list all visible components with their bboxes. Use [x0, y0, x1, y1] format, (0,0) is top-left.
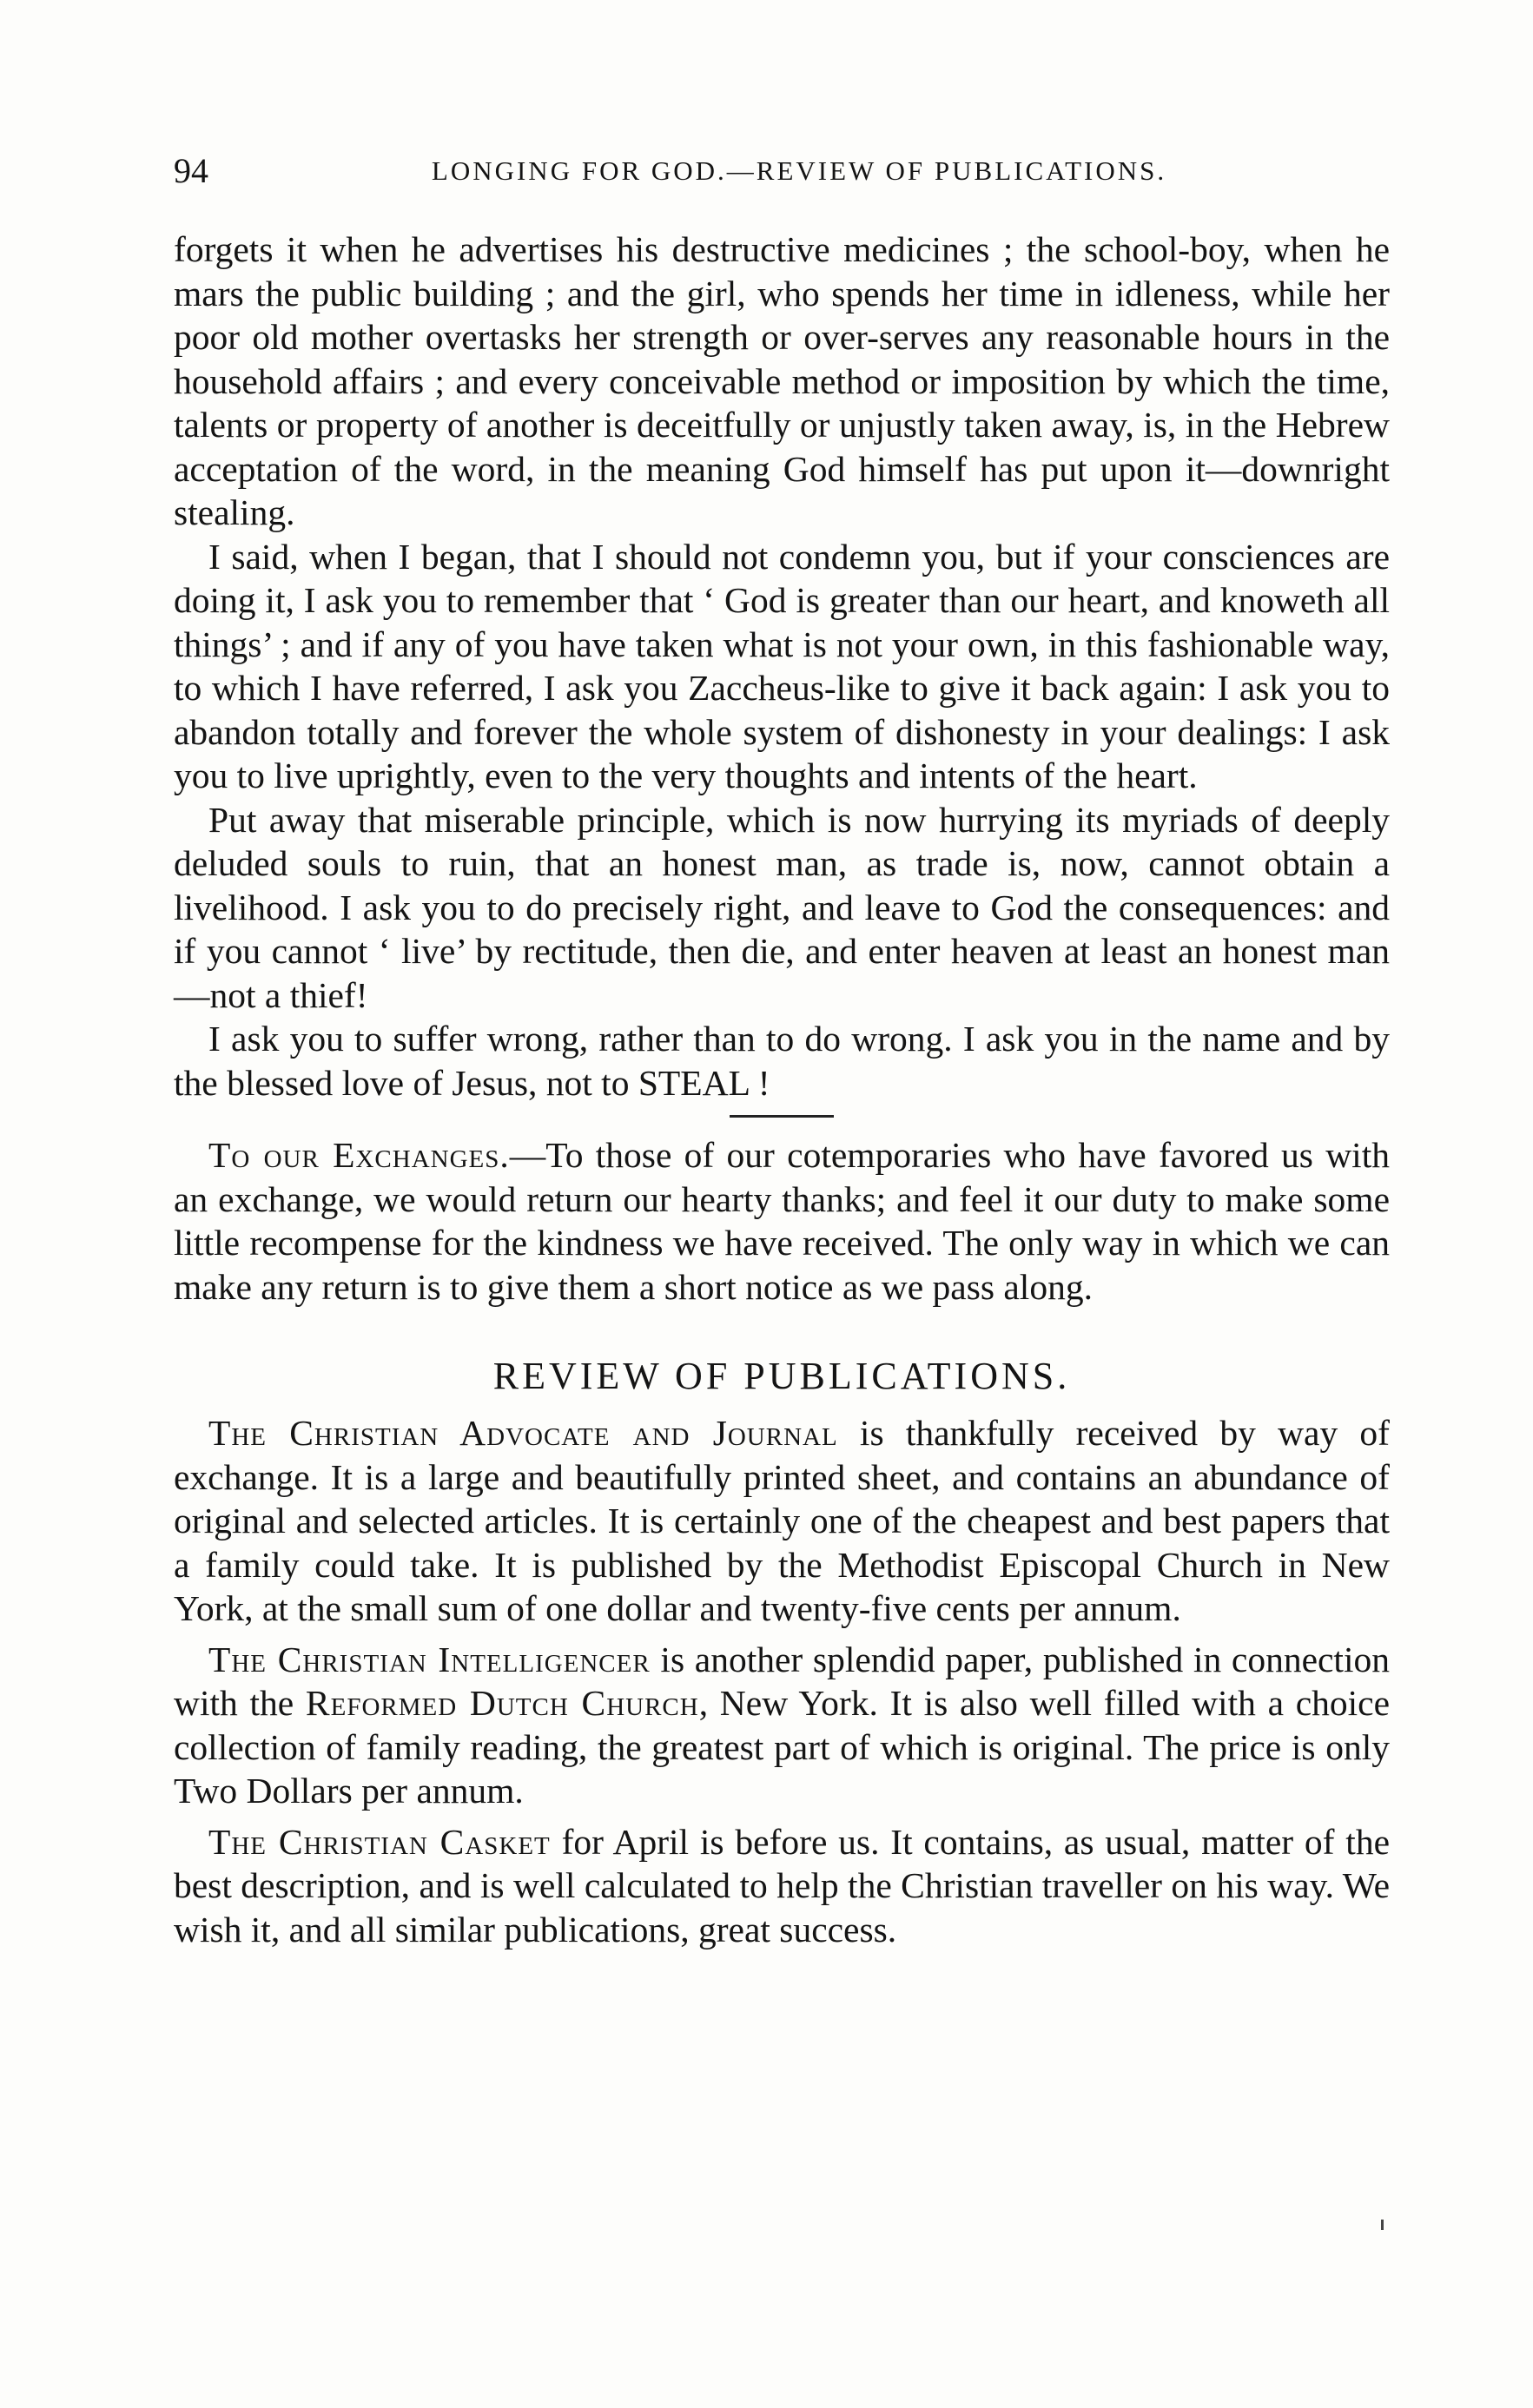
exchanges-heading: To our Exchanges.: [208, 1135, 510, 1175]
review-item-text: is another splendid paper, published in connection with the: [174, 1639, 1390, 1723]
review-item-title: The Christian Advocate and Journal: [208, 1413, 838, 1453]
review-item-title: The Christian Casket: [208, 1821, 551, 1862]
page-body: [174, 228, 1390, 1951]
church-name: Reformed Dutch Church: [305, 1683, 699, 1723]
page-number: 94: [174, 151, 208, 190]
paragraph-suffer-wrong: I ask you to suffer wrong, rather than to do wrong. I ask you in the name and by the blessed love of Jesus, not to STEAL !: [174, 1019, 1390, 1103]
review-item-intelligencer: [174, 1638, 1390, 1813]
print-mark: [1381, 2220, 1384, 2230]
paragraph-stealing-continued: forgets it when he advertises his destructive medicines ; the school-boy, when he mars the public building ; and the girl, who spends her time in idleness, while her poor old mother overtasks her strength or over-serves any reasonable hours in the household affairs ; and every conceivable method or imposition by which the time, talents or property of another is deceitfully or unjustly taken away, is, in the Hebrew acceptation of the word, in the meaning God himself has put upon it—downright stealing.: [174, 229, 1390, 532]
paragraph-exchanges: [174, 1133, 1390, 1309]
section-title-review: REVIEW OF PUBLICATIONS.: [492, 1355, 1071, 1397]
review-item-text: is thankfully received by way of exchange. It is a large and beautifully printed sheet, and contains an abundance of original and selected articles. It is certainly one of the cheapest and best papers that a family could take. It is published by the Methodist Episcopal Church in New York, at the small sum of one dollar and twenty-five cents per annum.: [174, 1413, 1390, 1628]
running-head: LONGING FOR GOD.—REVIEW OF PUBLICATIONS.: [431, 155, 1167, 186]
review-item-text: , New York. It is also well filled with a choice collection of family reading, the greatest part of which is original. The price is only Two Dollars per annum.: [174, 1683, 1390, 1811]
paragraph-i-said: I said, when I began, that I should not condemn you, but if your consciences are doing it, I ask you to remember that ‘ God is greater than our heart, and knoweth all things’ ; and if any of you have taken what is not your own, in this fashionable way, to which I have referred, I ask you Zaccheus-like to give it back again: I ask you to abandon totally and forever the whole system of dishonesty in your dealings: I ask you to live uprightly, even to the very thoughts and intents of the heart.: [174, 536, 1390, 795]
review-item-casket: [174, 1820, 1390, 1952]
review-item-advocate: [174, 1411, 1390, 1631]
exchanges-text: —To those of our cotemporaries who have favored us with an exchange, we would return our hearty thanks; and feel it our duty to make some little recompense for the kindness we have received. The only way in which we can make any return is to give them a short notice as we pass along.: [174, 1135, 1390, 1307]
review-item-text: for April is before us. It contains, as usual, matter of the best description, and is well calculated to help the Christian traveller on his way. We wish it, and all similar publications, great success.: [174, 1821, 1390, 1949]
section-divider: [730, 1115, 834, 1118]
paragraph-put-away: Put away that miserable principle, which is now hurrying its myriads of deeply deluded souls to ruin, that an honest man, as trade is, now, cannot obtain a livelihood. I ask you to do precisely right, and leave to God the consequences: and if you cannot ‘ live’ by rectitude, then die, and enter heaven at least an honest man—not a thief!: [174, 799, 1390, 1015]
page-header: [174, 149, 1390, 193]
review-item-title: The Christian Intelligencer: [208, 1639, 651, 1679]
